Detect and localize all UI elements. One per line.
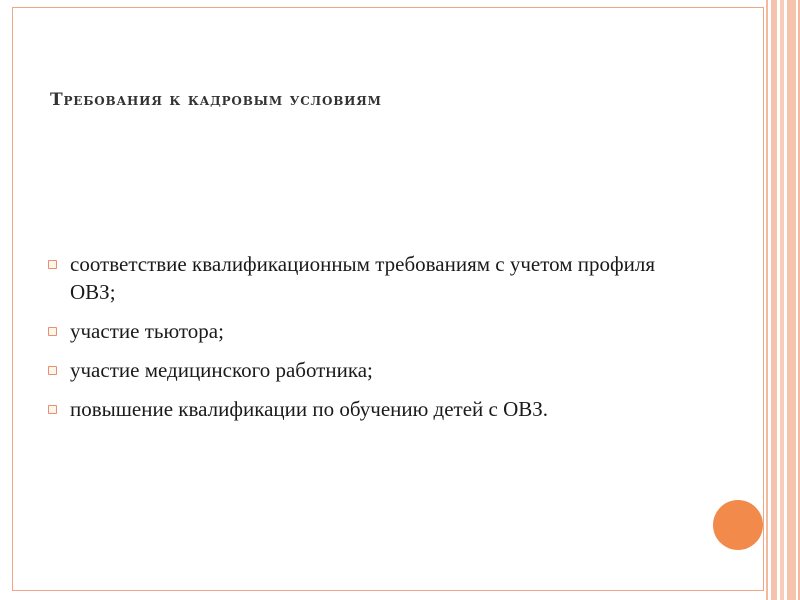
- decorative-stripe: [766, 0, 768, 600]
- decorative-stripe: [771, 0, 777, 600]
- square-bullet-icon: [48, 327, 57, 336]
- square-bullet-icon: [48, 260, 57, 269]
- square-bullet-icon: [48, 366, 57, 375]
- bullet-item: [48, 250, 688, 306]
- decorative-stripe: [787, 0, 796, 600]
- bullet-text: участие медицинского работника;: [70, 358, 373, 382]
- slide-title: Требования к кадровым условиям: [50, 90, 382, 110]
- bullet-text: участие тьютора;: [70, 319, 224, 343]
- bullet-list: [48, 250, 688, 434]
- square-bullet-icon: [48, 405, 57, 414]
- decorative-stripe: [780, 0, 784, 600]
- bullet-item: [48, 356, 688, 384]
- bullet-text: повышение квалификации по обучению детей с ОВЗ.: [70, 397, 549, 421]
- orange-circle-icon: [713, 500, 763, 550]
- bullet-text: соответствие квалификационным требованиям с учетом профиля ОВЗ;: [70, 252, 655, 304]
- bullet-item: [48, 395, 688, 423]
- bullet-item: [48, 317, 688, 345]
